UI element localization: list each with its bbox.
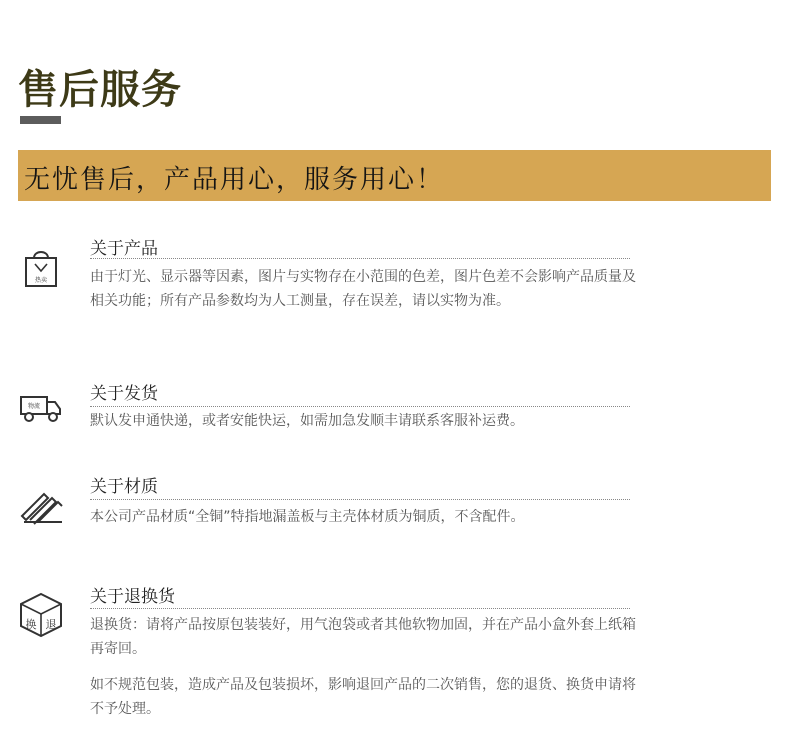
section-body: 由于灯光、显示器等因素，图片与实物存在小范围的色差，图片色差不会影响产品质量及相关功能；所有产品参数均为人工测量，存在误差，请以实物为准。 (90, 269, 636, 309)
section-title: 关于材质 (90, 477, 158, 497)
section-divider (90, 608, 630, 609)
exchange-char: 换 (25, 618, 37, 631)
delivery-truck-icon (18, 383, 64, 429)
title-underline (20, 116, 61, 124)
page-title: 售后服务 (18, 67, 182, 113)
section-body: 本公司产品材质“全铜”特指地漏盖板与主壳体材质为铜质，不含配件。 (90, 509, 525, 525)
material-bars-icon (18, 482, 64, 528)
section-body: 默认发申通快递，或者安能快运，如需加急发顺丰请联系客服补运费。 (90, 413, 524, 429)
return-exchange-box-icon (18, 592, 64, 638)
section-divider (90, 499, 630, 500)
section-title: 关于发货 (90, 384, 158, 404)
section-title: 关于产品 (90, 239, 158, 259)
section-body: 退换货：请将产品按原包装装好，用气泡袋或者其他软物加固，并在产品小盒外套上纸箱再寄回。 (90, 617, 636, 657)
section-divider (90, 406, 630, 407)
slogan-banner (18, 150, 771, 201)
bag-icon-label: 热卖 (34, 277, 48, 284)
section-divider (90, 258, 630, 259)
shopping-bag-icon (18, 244, 64, 290)
return-char: 退 (45, 618, 57, 631)
section-title: 关于退换货 (90, 587, 175, 607)
section-body: 如不规范包装，造成产品及包装损坏，影响退回产品的二次销售，您的退货、换货申请将不予处理。 (90, 677, 636, 717)
truck-icon-label: 物流 (27, 403, 41, 410)
banner-text: 无忧售后，产品用心，服务用心！ (24, 165, 445, 195)
